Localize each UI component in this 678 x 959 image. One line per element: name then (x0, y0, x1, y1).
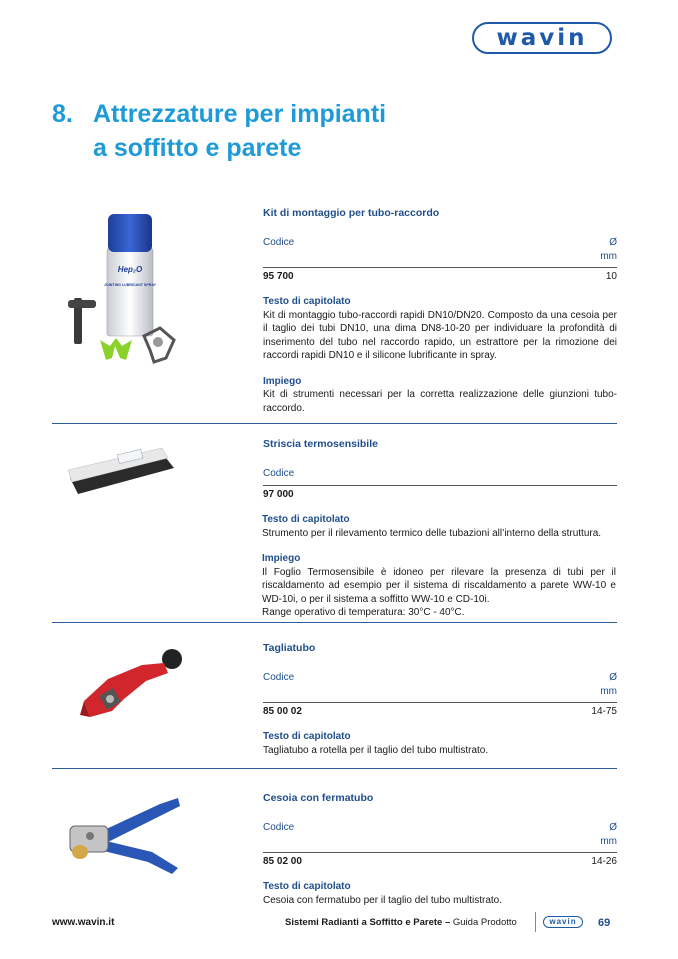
page-number: 69 (598, 917, 611, 929)
footer-document-title (285, 917, 517, 928)
product-title: Striscia termosensibile (263, 438, 378, 450)
footer-separator (535, 912, 536, 932)
unit-label: mm (600, 685, 617, 697)
can-brand: Hep₂O (117, 265, 143, 274)
table-header (263, 671, 617, 700)
section-number: 8. (52, 100, 73, 128)
can-label: JOINTING LUBRICANT SPRAY (104, 283, 156, 287)
table-row (263, 486, 617, 502)
handle-lower (100, 840, 178, 874)
diameter-label: Ø (609, 821, 617, 833)
use-text: Kit di strumenti necessari per la corretta realizzazione delle giunzioni tubo-raccordo. (263, 389, 617, 414)
table-row (263, 703, 617, 719)
diameter-label: Ø (609, 671, 617, 683)
table-header (263, 236, 617, 265)
spec-text: Tagliatubo a rotella per il taglio del tubo multistrato. (263, 744, 489, 756)
divider (52, 622, 617, 623)
product-title: Kit di montaggio per tubo-raccordo (263, 207, 440, 219)
thermal-strip-image (64, 440, 179, 510)
spec-heading: Testo di capitolato (263, 296, 351, 307)
unit-label: mm (600, 835, 617, 847)
product-title: Tagliatubo (263, 642, 316, 654)
can-body (107, 248, 153, 336)
handle-upper (100, 798, 180, 842)
unit-label: mm (600, 250, 617, 262)
extractor-arm (68, 300, 96, 308)
footer-website: www.wavin.it (52, 917, 115, 928)
pipe-cutter-image (72, 645, 192, 725)
spec-text: Strumento per il rilevamento termico delle tubazioni all’interno della struttura. (262, 527, 602, 539)
footer-doc-rest: Guida Prodotto (450, 917, 517, 928)
shears-image (60, 792, 190, 882)
use-text: Il Foglio Termosensibile è idoneo per rilevare la presenza di tubi per il riscaldamento ad esempio per il sistema di riscaldamento a parete WW-10 e WD-10i, o per il sistema a soffitto WW-10 e CD-10i. (262, 566, 616, 605)
product-code: 97 000 (263, 488, 294, 500)
footer-doc-bold: Sistemi Radianti a Soffitto e Parete – (285, 917, 451, 928)
code-label: Codice (263, 671, 295, 683)
diameter-label: Ø (609, 236, 617, 248)
code-label: Codice (263, 467, 295, 479)
product-title: Cesoia con fermatubo (263, 792, 374, 804)
spec-text: Kit di montaggio tubo-raccordi rapidi DN10/DN20. Composto da una cesoia per il taglio dei tubi DN10, una dima DN8-10-20 per individuare la profondità di inserimento del tubo nel raccordo rapido, un estrattore per la rimozione dei raccordi rapidi DN10 e il silicone lubrificante in spray. (263, 309, 617, 361)
use-text-range: Range operativo di temperatura: 30°C - 40°C. (262, 607, 465, 618)
kit-image (62, 210, 192, 375)
product-code: 95 700 (263, 270, 294, 282)
product-diameter: 14-26 (591, 855, 617, 867)
product-diameter: 14-75 (591, 705, 617, 717)
table-row (263, 268, 617, 284)
use-heading: Impiego (262, 553, 301, 564)
code-label: Codice (263, 821, 295, 833)
divider (52, 423, 617, 424)
spec-heading: Testo di capitolato (263, 881, 351, 892)
gauge-tool (100, 338, 132, 360)
product-code: 85 02 00 (263, 855, 302, 867)
title-line-2: a soffitto e parete (93, 134, 302, 162)
footer-logo: wavin (543, 916, 583, 928)
spec-heading: Testo di capitolato (263, 731, 351, 742)
table-header (263, 467, 617, 483)
pipe-stop (72, 845, 88, 859)
product-code: 85 00 02 (263, 705, 302, 717)
wavin-logo: wavin (472, 22, 612, 54)
cutter-body (84, 663, 168, 717)
page-title (52, 97, 386, 165)
can-cap (108, 214, 152, 252)
product-diameter: 10 (605, 270, 617, 282)
divider (52, 768, 617, 769)
title-line-1: Attrezzature per impianti (93, 100, 387, 128)
product-kit (263, 207, 617, 415)
code-label: Codice (263, 236, 295, 248)
product-thermal-strip (263, 438, 617, 501)
table-row (263, 853, 617, 869)
product-shears (263, 792, 617, 907)
product-pipe-cutter (263, 642, 617, 757)
table-header (263, 821, 617, 850)
spec-heading: Testo di capitolato (262, 514, 350, 525)
use-heading: Impiego (263, 375, 302, 387)
spec-text: Cesoia con fermatubo per il taglio del tubo multistrato. (263, 894, 503, 906)
thermal-strip-details (262, 513, 616, 620)
